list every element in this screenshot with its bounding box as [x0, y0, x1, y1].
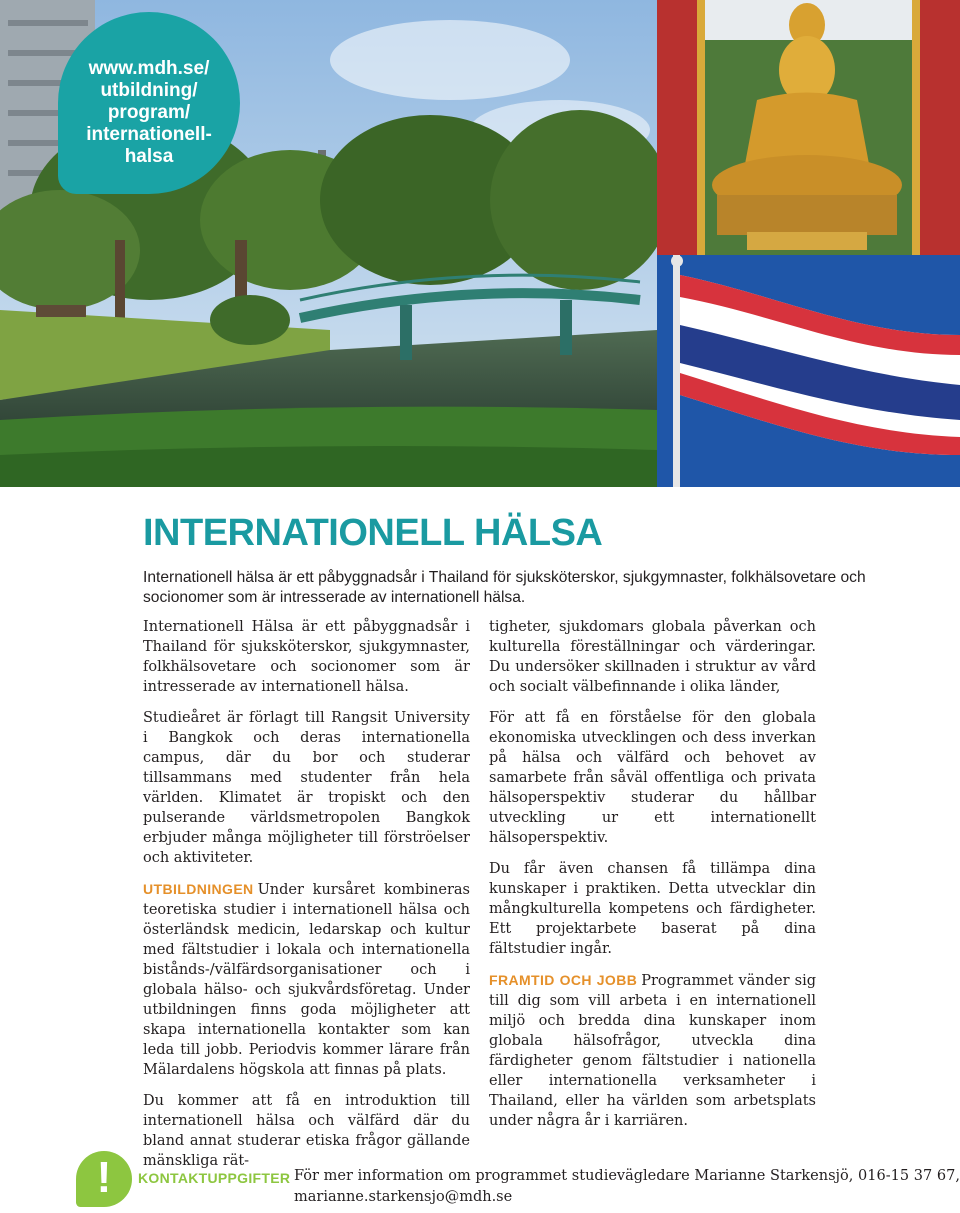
contact-label: KONTAKTUPPGIFTER	[138, 1170, 291, 1186]
page-title: INTERNATIONELL HÄLSA	[143, 512, 603, 554]
url-line: www.mdh.se/	[88, 58, 210, 79]
right-column	[489, 617, 816, 1142]
body-paragraph: Studieåret är förlagt till Rangsit University i Bangkok och deras internationella campus, där du bor och studerar tillsammans med studenter från hela världen. Klimatet är tropiskt och den pulserande världsmetropolen Bangkok erbjuder många möjligheter till förströelser och aktiviteter.	[143, 710, 470, 866]
buddha-photo	[657, 0, 960, 255]
url-line: utbildning/	[100, 80, 198, 101]
exclamation-glyph: !	[96, 1153, 112, 1202]
url-line: program/	[107, 102, 191, 123]
section-label-utbildningen: UTBILDNINGEN	[143, 881, 254, 897]
body-paragraph: Du kommer att få en introduktion till internationell hälsa och välfärd där du bland annat studerar etiska frågor gällande mänskliga rät-	[143, 1093, 470, 1169]
body-paragraph: För att få en förståelse för den globala ekonomiska utvecklingen och dess inverkan på hälsa och välfärd och behovet av samarbete från såväl offentliga och privata hälsoperspektiv studerar du hållbar utveckling ur ett internationellt hälsoperspektiv.	[489, 710, 816, 846]
thai-flag-photo	[657, 255, 960, 487]
contact-text[interactable]: För mer information om programmet studievägledare Marianne Starkensjö, 016-15 37 67, marianne.starkensjo@mdh.se	[294, 1168, 960, 1205]
body-paragraph	[489, 970, 816, 1131]
section-text: Programmet vänder sig till dig som vill arbeta i en internationell miljö och bredda dina kunskaper inom globala hälsofrågor, utveckla dina färdigheter genom fältstudier i nationella eller internationella verksamheter i Thailand, eller ha världen som arbetsplats under några år i karriären.	[489, 973, 816, 1129]
section-text: Under kursåret kombineras teoretiska studier i internationell hälsa och österländsk medicin, ledarskap och kultur med fältstudier i lokala och internationella bistånds-/välfärdsorganisationer och i globala hälso- och sjukvårdsföretag. Under utbildningen finns goda möjligheter att skapa internationella kontakter som kan leda till jobb. Periodvis kommer lärare från Mälardalens högskola att finnas på plats.	[143, 882, 470, 1078]
body-paragraph: Du får även chansen få tillämpa dina kunskaper i praktiken. Detta utvecklar din mångkulturella kompetens och färdigheter. Ett projektarbete baserat på dina fältstudier ingår.	[489, 861, 816, 957]
body-paragraph	[143, 879, 470, 1080]
body-paragraph: tigheter, sjukdomars globala påverkan och kulturella föreställningar och värderingar. Du undersöker skillnaden i struktur av vård och socialt välbefinnande i olika länder,	[489, 619, 816, 695]
section-label-framtid: FRAMTID OCH JOBB	[489, 972, 638, 988]
thai-flag-illustration	[657, 255, 960, 487]
url-line: halsa	[124, 146, 174, 167]
left-column	[143, 617, 470, 1182]
buddha-illustration	[657, 0, 960, 255]
program-url[interactable]	[58, 58, 240, 168]
lead-paragraph: Internationell hälsa är ett påbyggnadsår i Thailand för sjuksköterskor, sjukgymnaster, folkhälsovetare och socionomer som är intresserade av internationell hälsa.	[143, 569, 866, 606]
body-paragraph: Internationell Hälsa är ett påbyggnadsår i Thailand för sjuksköterskor, sjukgymnaster, folkhälsovetare och socionomer som är intresserade av internationell hälsa.	[143, 619, 470, 695]
url-line: internationell-	[86, 124, 212, 145]
